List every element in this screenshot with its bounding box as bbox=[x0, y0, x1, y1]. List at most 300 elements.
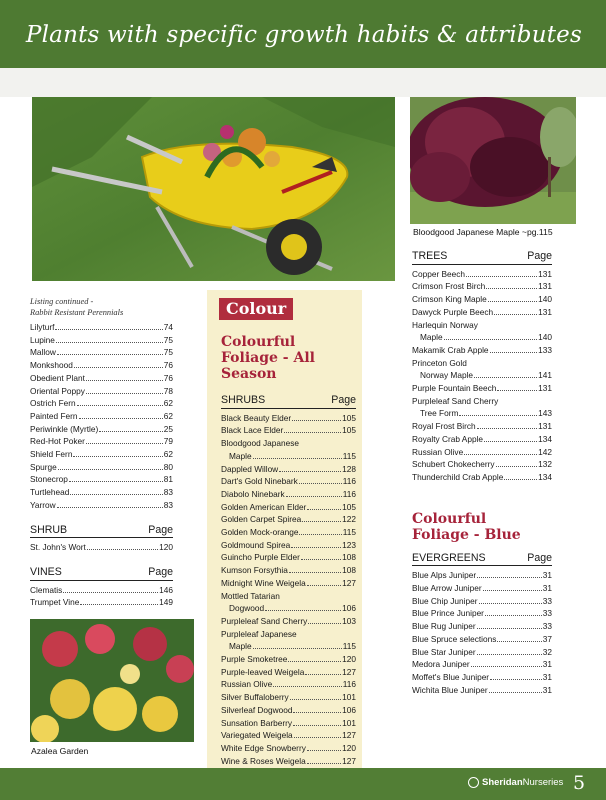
dot-leader bbox=[489, 692, 542, 693]
item-name: Makamik Crab Apple bbox=[412, 344, 489, 355]
item-page: 127 bbox=[342, 755, 356, 766]
azalea-caption: Azalea Garden bbox=[31, 746, 89, 756]
item-name: Wine & Roses Weigela bbox=[221, 755, 306, 766]
list-item bbox=[221, 742, 356, 755]
list-item bbox=[221, 437, 356, 450]
item-name: Diabolo Ninebark bbox=[221, 488, 285, 499]
page-header bbox=[0, 0, 606, 97]
listing-note-line1: Listing continued - bbox=[30, 297, 94, 306]
evergreens-list bbox=[412, 569, 552, 696]
item-page: 128 bbox=[342, 463, 356, 474]
list-item bbox=[30, 584, 173, 597]
list-item bbox=[412, 280, 552, 293]
list-item bbox=[221, 640, 356, 653]
item-page: 105 bbox=[342, 412, 356, 423]
item-page: 78 bbox=[163, 385, 173, 396]
item-page: 127 bbox=[342, 730, 356, 741]
item-page: 31 bbox=[542, 570, 552, 581]
item-name: Silver Buffaloberry bbox=[221, 692, 289, 703]
item-page: 75 bbox=[163, 347, 173, 358]
item-page: 134 bbox=[538, 433, 552, 444]
dot-leader bbox=[307, 763, 341, 764]
item-name: Clematis bbox=[30, 584, 63, 595]
dot-leader bbox=[477, 654, 542, 655]
list-item bbox=[30, 334, 173, 347]
item-name: Purpleleaf Japanese bbox=[221, 628, 297, 639]
item-page: 103 bbox=[342, 615, 356, 626]
item-page: 142 bbox=[538, 446, 552, 457]
item-name: Wichita Blue Juniper bbox=[412, 684, 488, 695]
dot-leader bbox=[477, 577, 542, 578]
item-name: Crimson King Maple bbox=[412, 294, 487, 305]
item-name: Norway Maple bbox=[420, 370, 474, 381]
item-name: Schubert Chokecherry bbox=[412, 459, 495, 470]
item-name: Blue Alps Juniper bbox=[412, 570, 477, 581]
item-page: 108 bbox=[342, 565, 356, 576]
dot-leader bbox=[290, 699, 342, 700]
brand-name-bold: Sheridan bbox=[482, 777, 523, 788]
dot-leader bbox=[504, 479, 537, 480]
dot-leader bbox=[289, 572, 341, 573]
item-name: Purple Fountain Beech bbox=[412, 383, 497, 394]
list-item bbox=[412, 446, 552, 459]
dot-leader bbox=[459, 415, 537, 416]
item-page: 122 bbox=[342, 514, 356, 525]
page-footer bbox=[0, 768, 606, 800]
dot-leader bbox=[99, 431, 163, 432]
dot-leader bbox=[87, 549, 158, 550]
list-item bbox=[412, 633, 552, 646]
item-page: 80 bbox=[163, 461, 173, 472]
list-item bbox=[221, 653, 356, 666]
dot-leader bbox=[479, 603, 542, 604]
dot-leader bbox=[288, 661, 341, 662]
list-item bbox=[221, 551, 356, 564]
item-name: Golden Mock-orange bbox=[221, 527, 299, 538]
list-item bbox=[412, 382, 552, 395]
list-item bbox=[221, 463, 356, 476]
right-column bbox=[412, 250, 552, 696]
dot-leader bbox=[79, 418, 163, 419]
item-name: Thunderchild Crab Apple bbox=[412, 471, 504, 482]
item-page: 131 bbox=[538, 383, 552, 394]
item-page: 115 bbox=[342, 641, 356, 652]
wheelbarrow-photo bbox=[32, 97, 395, 281]
item-name: Mallow bbox=[30, 347, 56, 358]
item-page: 149 bbox=[159, 597, 173, 608]
list-item bbox=[221, 678, 356, 691]
dot-leader bbox=[474, 377, 537, 378]
item-name: Oriental Poppy bbox=[30, 385, 85, 396]
item-name: Dawyck Purple Beech bbox=[412, 306, 494, 317]
dot-leader bbox=[284, 432, 341, 433]
list-item bbox=[412, 420, 552, 433]
item-name: St. John's Wort bbox=[30, 542, 86, 553]
item-page: 74 bbox=[163, 322, 173, 332]
list-item bbox=[412, 658, 552, 671]
item-page: 131 bbox=[538, 421, 552, 432]
maple-caption: Bloodgood Japanese Maple ~pg.115 bbox=[413, 227, 553, 237]
item-name: Maple bbox=[420, 332, 443, 343]
dot-leader bbox=[305, 674, 341, 675]
list-item bbox=[412, 306, 552, 319]
item-name: Blue Star Juniper bbox=[412, 646, 476, 657]
dot-leader bbox=[486, 288, 537, 289]
dot-leader bbox=[292, 420, 341, 421]
list-item bbox=[221, 628, 356, 641]
item-name: Crimson Frost Birch bbox=[412, 281, 486, 292]
item-page: 115 bbox=[342, 527, 356, 538]
list-item bbox=[30, 372, 173, 385]
vines-heading-label: VINES bbox=[30, 565, 62, 578]
item-name: Maple bbox=[229, 641, 252, 652]
item-name: Dogwood bbox=[229, 603, 265, 614]
list-item bbox=[221, 539, 356, 552]
item-name: Blue Spruce selections bbox=[412, 633, 497, 644]
item-name: Lilyturf bbox=[30, 322, 55, 332]
item-page: 116 bbox=[342, 679, 356, 690]
item-page: 31 bbox=[542, 684, 552, 695]
dot-leader bbox=[485, 615, 542, 616]
dot-leader bbox=[86, 443, 163, 444]
item-name: Variegated Weigela bbox=[221, 730, 293, 741]
list-item bbox=[412, 569, 552, 582]
dot-leader bbox=[77, 405, 163, 406]
trees-list bbox=[412, 268, 552, 484]
item-page: 132 bbox=[538, 459, 552, 470]
item-page: 131 bbox=[538, 281, 552, 292]
list-item bbox=[30, 596, 173, 609]
list-item bbox=[221, 501, 356, 514]
list-item bbox=[221, 513, 356, 526]
item-page: 33 bbox=[542, 608, 552, 619]
item-page: 134 bbox=[538, 471, 552, 482]
item-name: Golden American Elder bbox=[221, 501, 307, 512]
list-item bbox=[221, 602, 356, 615]
list-item bbox=[221, 755, 356, 768]
item-name: Purpleleaf Sand Cherry bbox=[221, 615, 308, 626]
item-page: 106 bbox=[342, 704, 356, 715]
dot-leader bbox=[496, 466, 538, 467]
list-item bbox=[30, 385, 173, 398]
item-page: 76 bbox=[163, 372, 173, 383]
list-item bbox=[30, 473, 173, 486]
item-name: Goldmound Spirea bbox=[221, 539, 291, 550]
all-season-heading-line2: Foliage - All Season bbox=[221, 350, 315, 382]
item-name: Russian Olive bbox=[412, 446, 464, 457]
item-page: 75 bbox=[163, 334, 173, 345]
item-name: Purpleleaf Sand Cherry bbox=[412, 395, 499, 406]
list-item bbox=[221, 424, 356, 437]
listing-note-line2: Rabbit Resistant Perennials bbox=[30, 308, 124, 317]
list-item bbox=[221, 564, 356, 577]
item-page: 31 bbox=[542, 659, 552, 670]
item-page: 25 bbox=[163, 423, 173, 434]
dot-leader bbox=[464, 454, 537, 455]
item-name: Black Lace Elder bbox=[221, 425, 284, 436]
list-item bbox=[412, 344, 552, 357]
item-name: Sunsation Barberry bbox=[221, 717, 293, 728]
list-item bbox=[412, 319, 552, 332]
dot-leader bbox=[57, 354, 163, 355]
shrubs-heading bbox=[221, 394, 356, 409]
dot-leader bbox=[484, 441, 537, 442]
list-item bbox=[221, 488, 356, 501]
item-name: Obedient Plant bbox=[30, 372, 85, 383]
dot-leader bbox=[466, 276, 537, 277]
item-page: 120 bbox=[159, 542, 173, 553]
listing-note bbox=[30, 296, 173, 318]
dot-leader bbox=[497, 390, 537, 391]
list-item bbox=[30, 461, 173, 474]
item-page: 146 bbox=[159, 584, 173, 595]
list-item bbox=[221, 475, 356, 488]
dot-leader bbox=[286, 496, 342, 497]
list-item bbox=[30, 346, 173, 359]
brand-name-rest: Nurseries bbox=[522, 777, 564, 788]
evergreens-heading-label: EVERGREENS bbox=[412, 551, 486, 564]
dot-leader bbox=[488, 301, 537, 302]
shrub-heading-label: SHRUB bbox=[30, 523, 68, 536]
all-season-heading bbox=[221, 334, 356, 382]
item-name: Periwinkle (Myrtle) bbox=[30, 423, 99, 434]
list-item bbox=[412, 407, 552, 420]
dot-leader bbox=[279, 471, 341, 472]
dot-leader bbox=[490, 352, 538, 353]
list-item bbox=[412, 684, 552, 697]
dot-leader bbox=[307, 750, 341, 751]
item-page: 115 bbox=[342, 450, 356, 461]
shrub-page-label: Page bbox=[148, 523, 173, 536]
dot-leader bbox=[74, 367, 163, 368]
dot-leader bbox=[301, 559, 341, 560]
item-page: 140 bbox=[538, 332, 552, 343]
dot-leader bbox=[253, 458, 342, 459]
list-item bbox=[221, 526, 356, 539]
list-item bbox=[221, 590, 356, 603]
dot-leader bbox=[86, 393, 163, 394]
list-item bbox=[412, 395, 552, 408]
vines-list bbox=[30, 584, 173, 609]
item-page: 120 bbox=[342, 654, 356, 665]
list-item bbox=[30, 423, 173, 436]
item-name: Royalty Crab Apple bbox=[412, 433, 484, 444]
item-name: Painted Fern bbox=[30, 410, 78, 421]
item-page: 62 bbox=[163, 449, 173, 460]
item-name: Bloodgood Japanese bbox=[221, 438, 299, 449]
dot-leader bbox=[69, 481, 163, 482]
item-name: Stonecrop bbox=[30, 474, 68, 485]
item-page: 83 bbox=[163, 499, 173, 510]
list-item bbox=[412, 646, 552, 659]
list-item bbox=[412, 268, 552, 281]
list-item bbox=[30, 359, 173, 372]
item-name: Trumpet Vine bbox=[30, 597, 80, 608]
item-name: Medora Juniper bbox=[412, 659, 470, 670]
trees-page-label: Page bbox=[527, 250, 552, 262]
dot-leader bbox=[444, 339, 538, 340]
page-number: 5 bbox=[573, 772, 586, 794]
blue-heading bbox=[412, 511, 552, 543]
list-item bbox=[412, 293, 552, 306]
item-name: Russian Olive bbox=[221, 679, 273, 690]
item-page: 127 bbox=[342, 577, 356, 588]
item-page: 62 bbox=[163, 398, 173, 409]
item-page: 105 bbox=[342, 501, 356, 512]
list-item bbox=[221, 666, 356, 679]
item-name: Blue Rug Juniper bbox=[412, 621, 476, 632]
item-page: 101 bbox=[342, 692, 356, 703]
item-name: Golden Carpet Spirea bbox=[221, 514, 302, 525]
item-name: Blue Arrow Juniper bbox=[412, 583, 482, 594]
item-page: 31 bbox=[542, 583, 552, 594]
item-name: Princeton Gold bbox=[412, 357, 467, 368]
colour-tab: Colour bbox=[219, 298, 293, 320]
dot-leader bbox=[265, 610, 341, 611]
item-name: Blue Chip Juniper bbox=[412, 595, 478, 606]
list-item bbox=[412, 471, 552, 484]
dot-leader bbox=[483, 590, 542, 591]
dot-leader bbox=[63, 592, 158, 593]
middle-column bbox=[221, 334, 356, 780]
item-page: 131 bbox=[538, 306, 552, 317]
list-item bbox=[412, 620, 552, 633]
item-page: 123 bbox=[342, 539, 356, 550]
item-name: Purple-leaved Weigela bbox=[221, 666, 305, 677]
dot-leader bbox=[291, 547, 341, 548]
item-name: Turtlehead bbox=[30, 487, 70, 498]
item-name: Royal Frost Birch bbox=[412, 421, 476, 432]
list-item bbox=[221, 577, 356, 590]
item-name: Ostrich Fern bbox=[30, 398, 76, 409]
list-item bbox=[221, 704, 356, 717]
shrubs-page-label: Page bbox=[331, 394, 356, 406]
item-name: White Edge Snowberry bbox=[221, 742, 306, 753]
list-item bbox=[412, 458, 552, 471]
shrub-list bbox=[30, 541, 173, 554]
dot-leader bbox=[307, 509, 341, 510]
maple-photo bbox=[410, 97, 576, 224]
item-page: 140 bbox=[538, 294, 552, 305]
list-item bbox=[412, 357, 552, 370]
vines-page-label: Page bbox=[148, 565, 173, 578]
blue-heading-line1: Colourful bbox=[412, 510, 487, 527]
trees-heading bbox=[412, 250, 552, 265]
dot-leader bbox=[58, 469, 163, 470]
item-name: Mottled Tatarian bbox=[221, 590, 280, 601]
perennials-list bbox=[30, 321, 173, 512]
item-name: Kumson Forsythia bbox=[221, 565, 288, 576]
dot-leader bbox=[497, 641, 541, 642]
item-page: 131 bbox=[538, 268, 552, 279]
all-season-heading-line1: Colourful bbox=[221, 334, 296, 350]
dot-leader bbox=[86, 380, 163, 381]
all-season-shrubs-list bbox=[221, 412, 356, 780]
item-name: Lupine bbox=[30, 334, 55, 345]
item-page: 127 bbox=[342, 666, 356, 677]
dot-leader bbox=[477, 428, 538, 429]
item-name: Dart's Gold Ninebark bbox=[221, 476, 298, 487]
item-page: 105 bbox=[342, 425, 356, 436]
list-item bbox=[412, 369, 552, 382]
dot-leader bbox=[56, 342, 163, 343]
item-name: Midnight Wine Weigela bbox=[221, 577, 306, 588]
item-name: Red-Hot Poker bbox=[30, 436, 85, 447]
list-item bbox=[412, 595, 552, 608]
dot-leader bbox=[471, 666, 542, 667]
list-item bbox=[412, 433, 552, 446]
item-page: 133 bbox=[538, 344, 552, 355]
item-page: 33 bbox=[542, 621, 552, 632]
list-item bbox=[412, 582, 552, 595]
item-page: 101 bbox=[342, 717, 356, 728]
dot-leader bbox=[273, 686, 342, 687]
list-item bbox=[30, 321, 173, 334]
leaf-icon bbox=[468, 777, 479, 788]
list-item bbox=[412, 607, 552, 620]
dot-leader bbox=[308, 623, 341, 624]
item-page: 120 bbox=[342, 742, 356, 753]
item-page: 33 bbox=[542, 595, 552, 606]
item-name: Purple Smoketree bbox=[221, 654, 288, 665]
list-item bbox=[30, 448, 173, 461]
list-item bbox=[30, 410, 173, 423]
list-item bbox=[221, 717, 356, 730]
item-page: 106 bbox=[342, 603, 356, 614]
list-item bbox=[30, 397, 173, 410]
dot-leader bbox=[253, 648, 342, 649]
item-page: 62 bbox=[163, 410, 173, 421]
item-name: Spurge bbox=[30, 461, 57, 472]
list-item bbox=[412, 671, 552, 684]
azalea-photo bbox=[30, 619, 194, 742]
list-item bbox=[221, 729, 356, 742]
vines-heading bbox=[30, 566, 173, 581]
dot-leader bbox=[293, 725, 341, 726]
item-name: Shield Fern bbox=[30, 449, 73, 460]
list-item bbox=[30, 486, 173, 499]
item-name: Guincho Purple Elder bbox=[221, 552, 300, 563]
brand-logo bbox=[468, 777, 563, 788]
list-item bbox=[221, 615, 356, 628]
evergreens-page-label: Page bbox=[527, 551, 552, 564]
dot-leader bbox=[494, 314, 537, 315]
shrub-heading bbox=[30, 524, 173, 539]
dot-leader bbox=[490, 679, 542, 680]
item-page: 31 bbox=[542, 671, 552, 682]
blue-heading-line2: Foliage - Blue bbox=[412, 526, 521, 543]
dot-leader bbox=[477, 628, 542, 629]
item-name: Silverleaf Dogwood bbox=[221, 704, 293, 715]
dot-leader bbox=[307, 585, 341, 586]
item-name: Moffet's Blue Juniper bbox=[412, 671, 490, 682]
dot-leader bbox=[302, 521, 341, 522]
dot-leader bbox=[55, 329, 162, 330]
item-page: 143 bbox=[538, 408, 552, 419]
list-item bbox=[30, 499, 173, 512]
item-name: Yarrow bbox=[30, 499, 56, 510]
item-page: 116 bbox=[342, 488, 356, 499]
dot-leader bbox=[299, 534, 341, 535]
item-name: Tree Form bbox=[420, 408, 459, 419]
item-name: Black Beauty Elder bbox=[221, 412, 292, 423]
item-name: Copper Beech bbox=[412, 268, 466, 279]
dot-leader bbox=[299, 483, 342, 484]
list-item bbox=[30, 435, 173, 448]
list-item bbox=[221, 412, 356, 425]
item-page: 116 bbox=[342, 476, 356, 487]
item-page: 81 bbox=[163, 474, 173, 485]
